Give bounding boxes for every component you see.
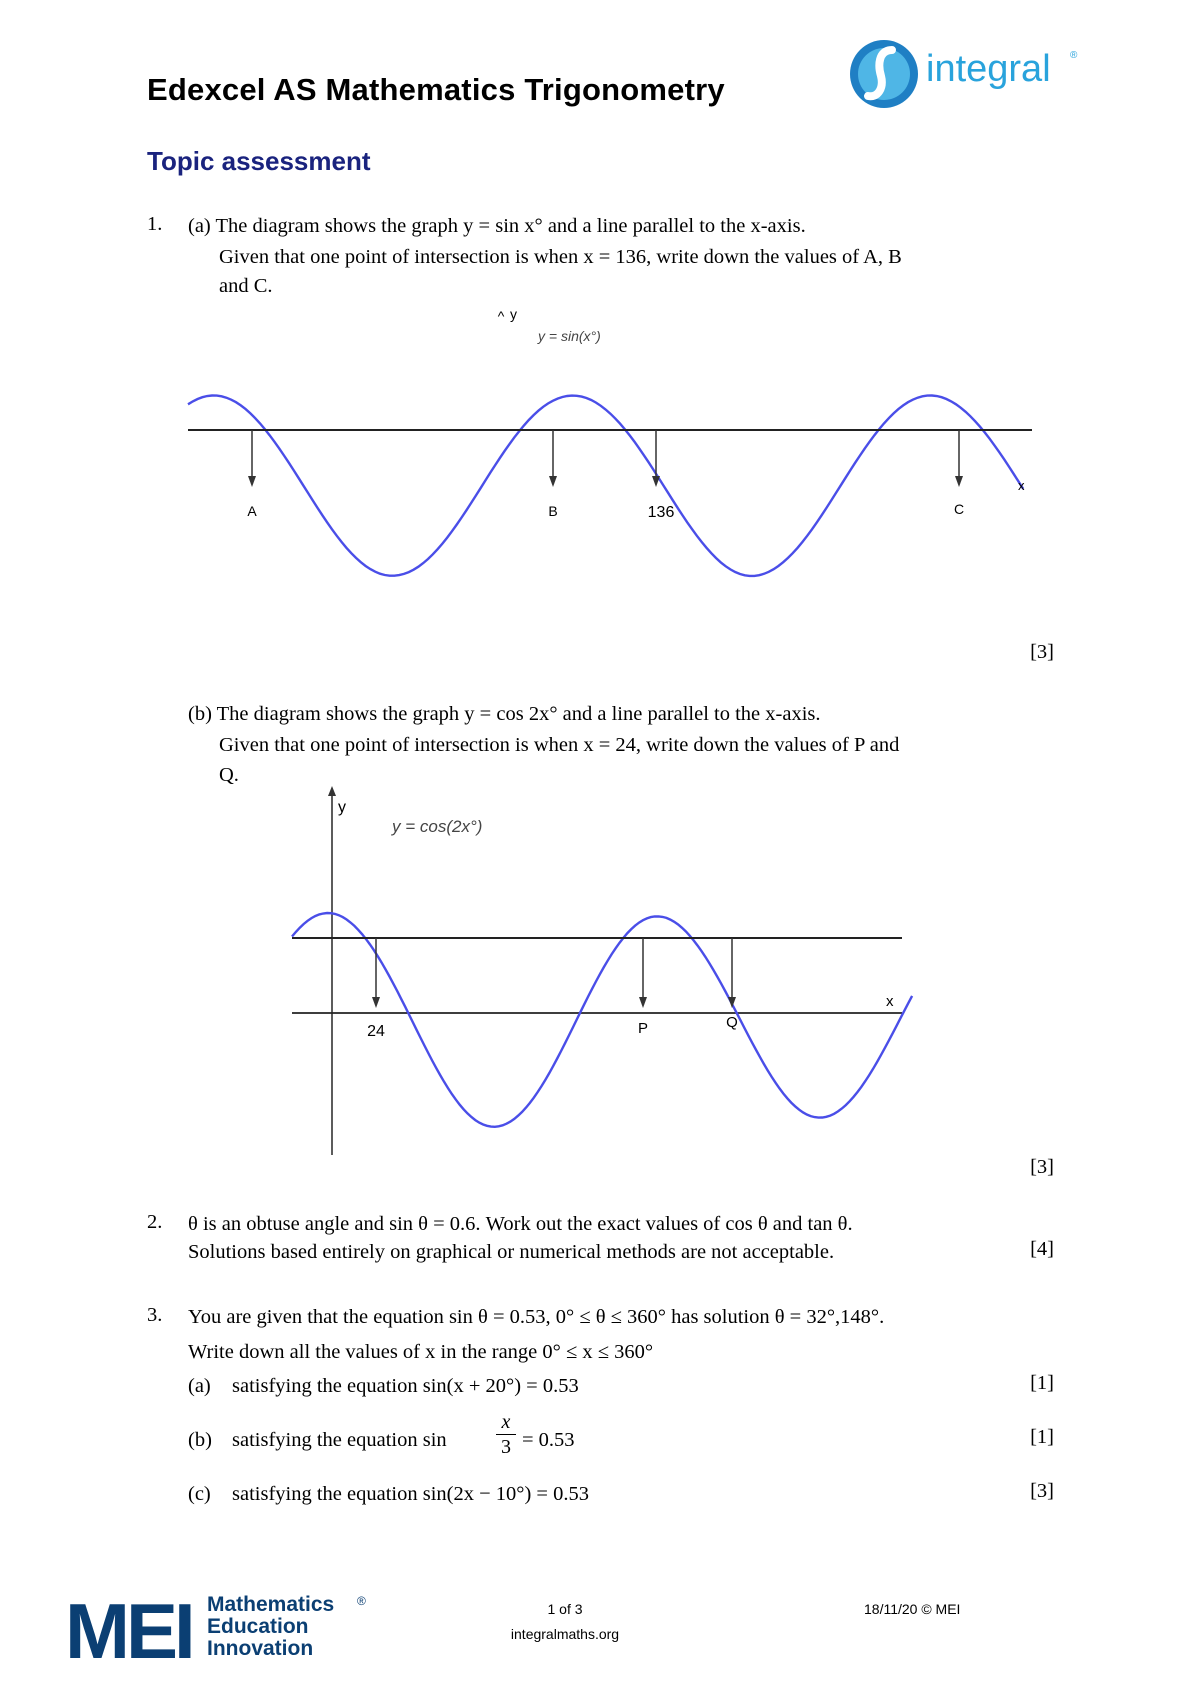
q3b-fraction-denominator: 3	[501, 1436, 511, 1458]
q3a-marks: [1]	[1030, 1372, 1054, 1394]
mei-logo-line1: Mathematics	[207, 1593, 335, 1616]
q3b-text-pre: satisfying the equation sin	[232, 1429, 447, 1451]
q3c-marks: [3]	[1030, 1480, 1054, 1502]
q3a-text: satisfying the equation sin(x + 20°) = 0.53	[232, 1375, 579, 1397]
q3c-label: (c)	[188, 1483, 211, 1505]
sine-arrow-c	[955, 430, 963, 487]
cosine-point-24: 24	[367, 1023, 385, 1040]
sine-point-136: 136	[647, 504, 675, 521]
mei-logo-letters: MEI	[65, 1587, 192, 1675]
q3b-fraction	[496, 1410, 516, 1459]
footer-date-copyright: 18/11/20 © MEI	[864, 1601, 961, 1617]
sine-curve	[188, 396, 1023, 576]
sine-arrow-136	[652, 430, 660, 487]
mei-logo-reg: ®	[357, 1594, 366, 1608]
integral-logo-reg: ®	[1070, 50, 1078, 61]
sine-y-axis-label: y	[510, 306, 517, 322]
cosine-arrow-q	[728, 938, 736, 1008]
page-title: Edexcel AS Mathematics Trigonometry	[147, 72, 725, 107]
section-title: Topic assessment	[147, 146, 371, 176]
page-number: 1 of 3	[547, 1601, 583, 1617]
integral-logo-icon	[848, 36, 924, 112]
q3-line1: You are given that the equation sin θ = 0.53, 0° ≤ θ ≤ 360° has solution θ = 32°,148°.	[188, 1306, 885, 1328]
sine-equation-label: y = sin(x°)	[538, 328, 601, 344]
q3b-text-post: = 0.53	[522, 1429, 575, 1451]
mei-logo-line2: Education	[207, 1615, 309, 1638]
question-number: 3.	[147, 1304, 163, 1326]
integral-logo-text: integral	[926, 48, 1051, 90]
sine-graph	[180, 295, 1040, 595]
q1a-marks: [3]	[1030, 641, 1054, 663]
sine-point-c: C	[953, 501, 965, 517]
sine-point-a: A	[247, 503, 257, 519]
sine-x-axis-label: x	[1018, 478, 1025, 493]
cosine-point-p: P	[637, 1020, 649, 1037]
q3b-fraction-numerator: x	[496, 1410, 516, 1435]
q2-marks: [4]	[1030, 1238, 1054, 1260]
cosine-x-axis-label: x	[886, 993, 894, 1010]
q2-line1: θ is an obtuse angle and sin θ = 0.6. Work out the exact values of cos θ and tan θ.	[188, 1213, 853, 1235]
q3a-label: (a)	[188, 1375, 211, 1397]
cosine-curve	[292, 913, 912, 1127]
question-number: 2.	[147, 1211, 163, 1233]
footer-site: integralmaths.org	[510, 1626, 620, 1642]
cosine-equation-label: y = cos(2x°)	[392, 817, 483, 836]
q3b-marks: [1]	[1030, 1426, 1054, 1448]
cosine-graph	[280, 780, 920, 1160]
q1a-line1: (a) The diagram shows the graph y = sin x° and a line parallel to the x-axis.	[188, 215, 806, 237]
mei-logo	[65, 1587, 385, 1675]
q3-line2: Write down all the values of x in the range 0° ≤ x ≤ 360°	[188, 1341, 654, 1363]
sine-arrow-a	[248, 430, 256, 487]
cosine-point-q: Q	[726, 1014, 738, 1031]
q1b-marks: [3]	[1030, 1156, 1054, 1178]
sine-point-b: B	[548, 503, 558, 519]
q1a-line2: Given that one point of intersection is when x = 136, write down the values of A, B	[219, 246, 902, 268]
mei-logo-line3: Innovation	[207, 1637, 314, 1660]
cosine-y-axis-label: y	[338, 799, 346, 816]
svg-text:^: ^	[497, 308, 505, 324]
q1b-line1: (b) The diagram shows the graph y = cos 2x° and a line parallel to the x-axis.	[188, 703, 821, 725]
q1a-line3: and C.	[219, 275, 273, 297]
q3b-label: (b)	[188, 1429, 212, 1451]
q1b-line3: Q.	[219, 764, 239, 786]
q1b-line2: Given that one point of intersection is when x = 24, write down the values of P and	[219, 734, 900, 756]
question-number: 1.	[147, 213, 163, 235]
cosine-arrow-p	[639, 938, 647, 1008]
q2-line2: Solutions based entirely on graphical or numerical methods are not acceptable.	[188, 1241, 835, 1263]
integral-logo	[848, 36, 1078, 112]
sine-arrow-b	[549, 430, 557, 487]
q3c-text: satisfying the equation sin(2x − 10°) = 0.53	[232, 1483, 589, 1505]
